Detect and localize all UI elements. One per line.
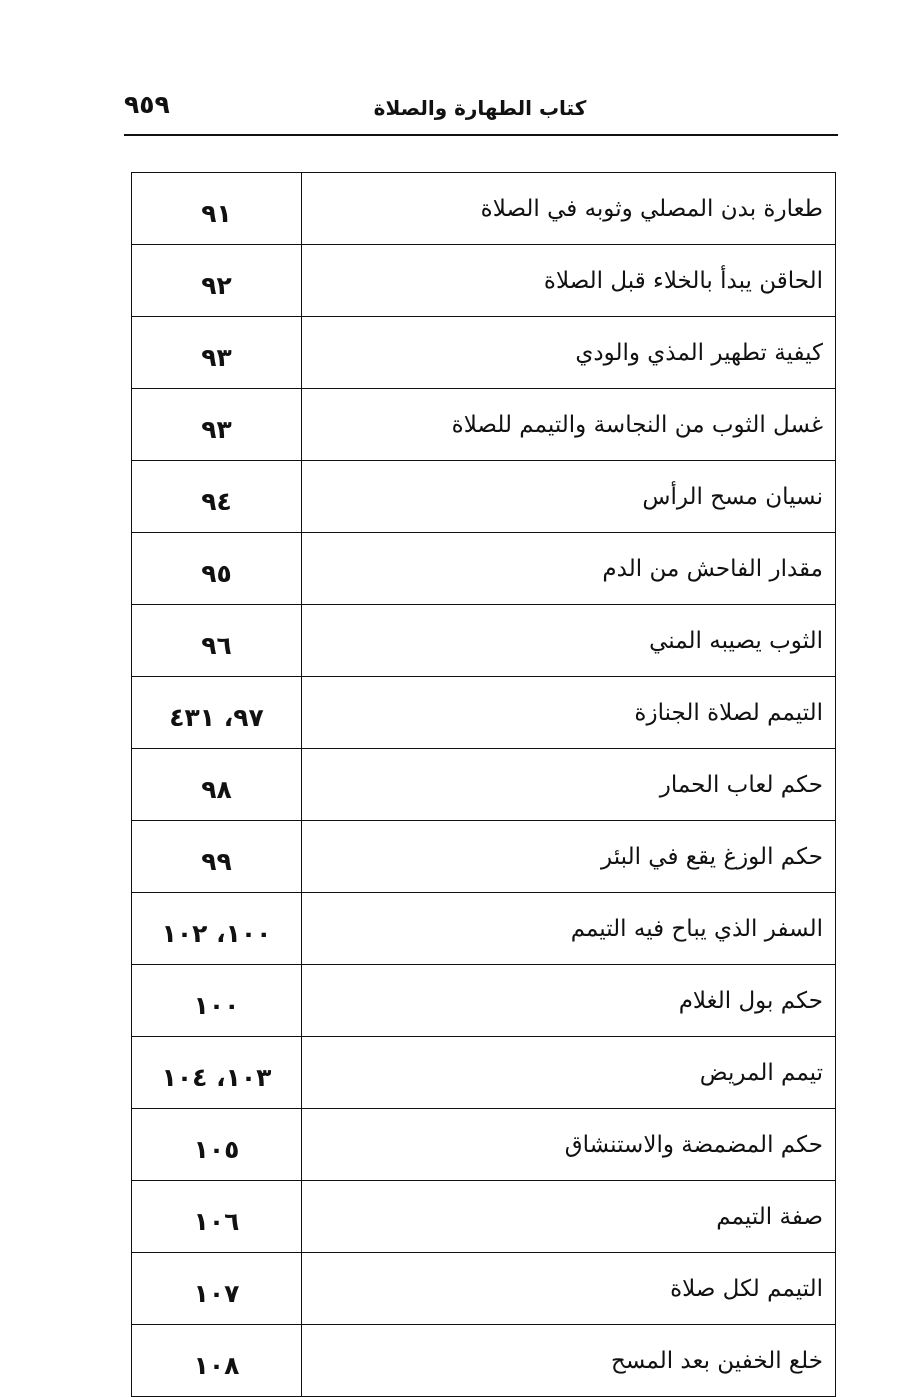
page-reference: ٩٩	[132, 821, 302, 893]
topic-title: حكم المضمضة والاستنشاق	[302, 1109, 836, 1181]
table-row	[132, 965, 836, 1037]
topic-title: السفر الذي يباح فيه التيمم	[302, 893, 836, 965]
topic-title: طعارة بدن المصلي وثوبه في الصلاة	[302, 173, 836, 245]
topic-title: التيمم لصلاة الجنازة	[302, 677, 836, 749]
header-rule	[124, 134, 838, 136]
page-reference: ١٠٨	[132, 1325, 302, 1397]
page-reference: ٩٤	[132, 461, 302, 533]
topic-title: كيفية تطهير المذي والودي	[302, 317, 836, 389]
page-reference: ١٠٥	[132, 1109, 302, 1181]
page-reference: ٩٧، ٤٣١	[132, 677, 302, 749]
table-row	[132, 389, 836, 461]
page-reference: ٩٨	[132, 749, 302, 821]
table-row	[132, 677, 836, 749]
table-row	[132, 1181, 836, 1253]
page-reference: ٩٢	[132, 245, 302, 317]
table-row	[132, 1325, 836, 1397]
page-reference: ٩١	[132, 173, 302, 245]
topic-title: التيمم لكل صلاة	[302, 1253, 836, 1325]
table-row	[132, 1253, 836, 1325]
page-reference: ٩٥	[132, 533, 302, 605]
table-row	[132, 1109, 836, 1181]
topic-title: غسل الثوب من النجاسة والتيمم للصلاة	[302, 389, 836, 461]
topic-title: الحاقن يبدأ بالخلاء قبل الصلاة	[302, 245, 836, 317]
page-number: ٩٥٩	[124, 90, 170, 119]
page-reference: ١٠٠، ١٠٢	[132, 893, 302, 965]
table-row	[132, 821, 836, 893]
table-row	[132, 1037, 836, 1109]
topic-title: حكم بول الغلام	[302, 965, 836, 1037]
running-title: كتاب الطهارة والصلاة	[373, 96, 587, 120]
table-row	[132, 533, 836, 605]
topic-title: صفة التيمم	[302, 1181, 836, 1253]
topic-title: مقدار الفاحش من الدم	[302, 533, 836, 605]
table-row	[132, 317, 836, 389]
page-reference: ١٠٧	[132, 1253, 302, 1325]
table-row	[132, 461, 836, 533]
page-reference: ١٠٦	[132, 1181, 302, 1253]
topic-title: نسيان مسح الرأس	[302, 461, 836, 533]
index-table-body	[132, 173, 836, 1397]
page-reference: ١٠٠	[132, 965, 302, 1037]
table-row	[132, 893, 836, 965]
table-row	[132, 173, 836, 245]
page-reference: ٩٣	[132, 389, 302, 461]
topic-title: حكم لعاب الحمار	[302, 749, 836, 821]
index-table	[131, 172, 836, 1397]
topic-title: الثوب يصيبه المني	[302, 605, 836, 677]
topic-title: خلع الخفين بعد المسح	[302, 1325, 836, 1397]
page-reference: ١٠٣، ١٠٤	[132, 1037, 302, 1109]
table-row	[132, 749, 836, 821]
table-row	[132, 605, 836, 677]
page-reference: ٩٣	[132, 317, 302, 389]
page-reference: ٩٦	[132, 605, 302, 677]
topic-title: تيمم المريض	[302, 1037, 836, 1109]
topic-title: حكم الوزغ يقع في البئر	[302, 821, 836, 893]
table-row	[132, 245, 836, 317]
